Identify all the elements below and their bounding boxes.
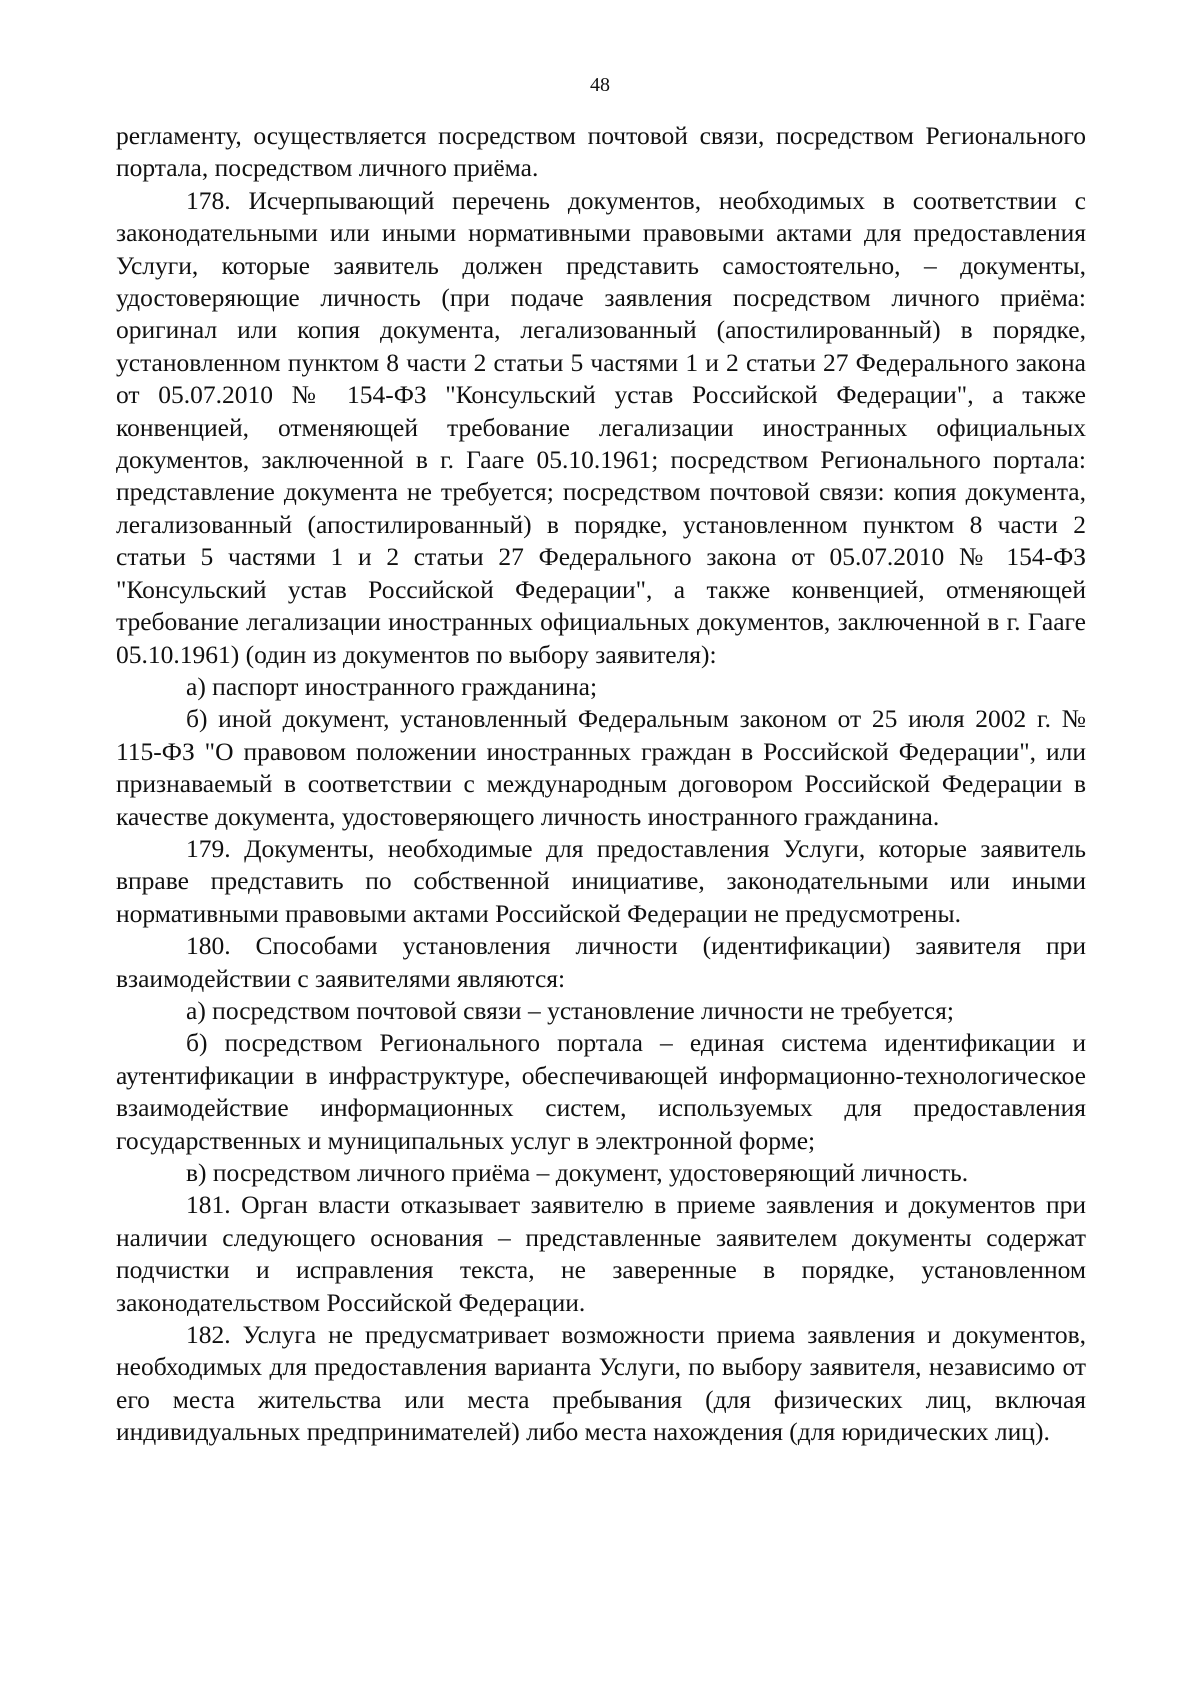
paragraph-180-item-b: б) посредством Регионального портала – единая система идентификации и аутентификации в инфраструктуре, обеспечивающей информационно-технологическое взаимодействие информационных систем, используемых для предоставления государственных и муниципальных услуг в электронной форме; xyxy=(116,1028,1086,1155)
page-number: 48 xyxy=(590,74,610,96)
paragraph-180: 180. Способами установления личности (идентификации) заявителя при взаимодействии с заявителями являются: xyxy=(116,931,1086,993)
paragraph-179: 179. Документы, необходимые для предоставления Услуги, которые заявитель вправе представить по собственной инициативе, законодательными или иными нормативными правовыми актами Российской Федерации не предусмотрены. xyxy=(116,833,1086,928)
paragraph-180-item-a: а) посредством почтовой связи – установление личности не требуется; xyxy=(186,995,954,1025)
paragraph-182: 182. Услуга не предусматривает возможности приема заявления и документов, необходимых для предоставления варианта Услуги, по выбору заявителя, независимо от его места жительства или места пребывания (для физических лиц, включая индивидуальных предпринимателей) либо места нахождения (для юридических лиц). xyxy=(116,1320,1086,1447)
paragraph-178-item-b: б) иной документ, установленный Федеральным законом от 25 июля 2002 г. № 115-ФЗ "О правовом положении иностранных граждан в Российской Федерации", или признаваемый в соответствии с международным договором Российской Федерации в качестве документа, удостоверяющего личность иностранного гражданина. xyxy=(116,704,1086,831)
paragraph-continuation: регламенту, осуществляется посредством почтовой связи, посредством Регионального портала, посредством личного приёма. xyxy=(116,121,1086,183)
paragraph-181: 181. Орган власти отказывает заявителю в приеме заявления и документов при наличии следующего основания – представленные заявителем документы содержат подчистки и исправления текста, не заверенные в порядке, установленном законодательством Российской Федерации. xyxy=(116,1190,1086,1317)
paragraph-180-item-c: в) посредством личного приёма – документ, удостоверяющий личность. xyxy=(186,1158,969,1187)
paragraph-178-item-a: а) паспорт иностранного гражданина; xyxy=(186,671,598,701)
paragraph-178: 178. Исчерпывающий перечень документов, необходимых в соответствии с законодательными или иными нормативными правовыми актами для предоставления Услуги, которые заявитель должен представить самостоятельно, – документы, удостоверяющие личность (при подаче заявления посредством личного приёма: оригинал или копия документа, легализованный (апостилированный) в порядке, установленном пунктом 8 части 2 статьи 5 частями 1 и 2 статьи 27 Федерального закона от 05.07.2010 № 154-ФЗ "Консульский устав Российской Федерации", а также конвенцией, отменяющей требование легализации иностранных официальных документов, заключенной в г. Гааге 05.10.1961; посредством Регионального портала: представление документа не требуется; посредством почтовой связи: копия документа, легализованный (апостилированный) в порядке, установленном пунктом 8 части 2 статьи 5 частями 1 и 2 статьи 27 Федерального закона от 05.07.2010 № 154-ФЗ "Консульский устав Российской Федерации", а также конвенцией, отменяющей требование легализации иностранных официальных документов, заключенной в г. Гааге 05.10.1961) (один из документов по выбору заявителя): xyxy=(116,185,1086,669)
document-body xyxy=(116,120,1086,1449)
